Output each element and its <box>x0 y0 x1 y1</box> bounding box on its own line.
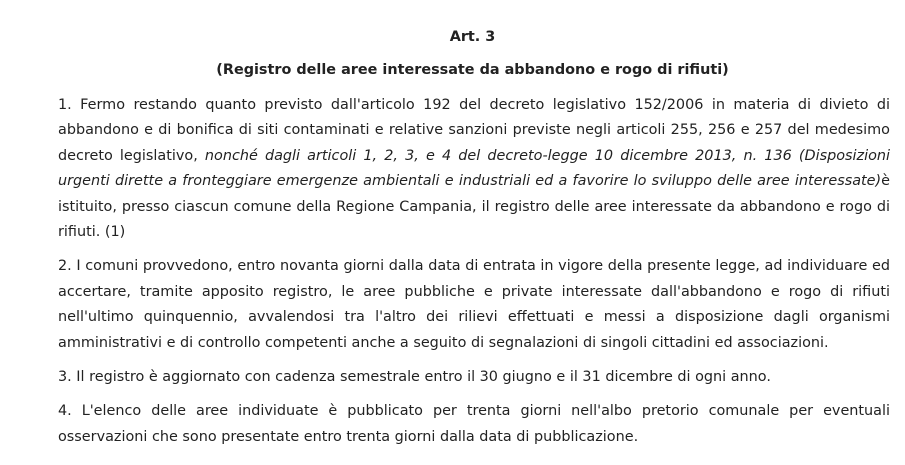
article-number: Art. 3 <box>449 29 496 45</box>
paragraph-4: 4. L'elenco delle aree individuate è pubblicato per trenta giorni nell'albo pretorio comunale per eventuali osservazioni che sono presentate entro trenta giorni dalla data di pubblicazione. <box>58 403 890 445</box>
article-heading: (Registro delle aree interessate da abbandono e rogo di rifiuti) <box>216 62 729 78</box>
paragraph-3: 3. Il registro è aggiornato con cadenza semestrale entro il 30 giugno e il 31 dicembre di ogni anno. <box>58 369 771 386</box>
paragraph-2: 2. I comuni provvedono, entro novanta giorni dalla data di entrata in vigore della presente legge, ad individuare ed accertare, tramite apposito registro, le aree pubbliche e private interessate dall'abbandono e rogo di rifiuti nell'ultimo quinquennio, avvalendosi tra l'altro dei rilievi effettuati e messi a disposizione dagli organismi amministrativi e di controllo competenti anche a seguito di segnalazioni di singoli cittadini ed associazioni. <box>58 258 890 351</box>
paragraph-1 <box>58 93 890 245</box>
article-body <box>58 93 890 459</box>
paragraph-1-text: 1. Fermo restando quanto previsto dall'articolo 192 del decreto legislativo 152/2006 in materia di divieto di abbandono e di bonifica di siti contaminati e relative sanzioni previste negli articoli 255, 256 e 257 del medesimo decreto legislativo, <box>58 97 890 164</box>
paragraph-1-italic-text: nonché dagli articoli 1, 2, 3, e 4 del decreto-legge 10 dicembre 2013, n. 136 (Disposizioni urgenti dirette a fronteggiare emergenze ambientali e industriali ed a favorire lo sviluppo delle aree interessate) <box>58 147 890 190</box>
paragraph-1-text-end: è istituito, presso ciascun comune della Regione Campania, il registro delle aree interessate da abbandono e rogo di rifiuti. (1) <box>58 173 890 241</box>
